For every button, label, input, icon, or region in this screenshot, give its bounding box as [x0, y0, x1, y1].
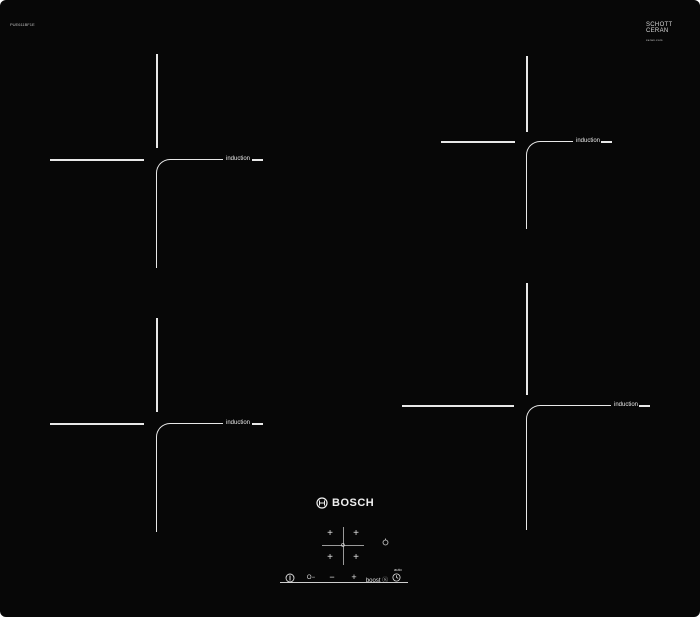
- auto-label: auto: [394, 567, 402, 572]
- bosch-armature-icon: [316, 497, 328, 509]
- minus-button[interactable]: −: [329, 572, 335, 582]
- boost-button[interactable]: boost Ⓢ: [365, 578, 389, 584]
- zone-label: induction: [226, 156, 251, 162]
- zone-select-front-right-button[interactable]: +: [353, 552, 359, 563]
- plus-button[interactable]: +: [351, 572, 357, 582]
- zone-marker-horizontal: [50, 159, 144, 161]
- zone-label-dash: [252, 423, 263, 425]
- zone-marker-vertical: [156, 318, 158, 412]
- zone-marker-corner: [156, 423, 223, 532]
- child-lock-button[interactable]: O−: [306, 575, 316, 581]
- zone-select-rear-right-button[interactable]: +: [353, 528, 359, 539]
- power-icon[interactable]: [285, 573, 295, 583]
- zone-marker-corner: [156, 159, 223, 268]
- zone-select-rear-left-button[interactable]: +: [327, 528, 333, 539]
- zone-label: induction: [614, 402, 639, 408]
- schott-logo-line1: SCHOTT: [646, 22, 673, 28]
- zone-marker-corner: [526, 405, 611, 530]
- brand-name: BOSCH: [332, 497, 375, 509]
- zone-label-dash: [601, 141, 612, 143]
- zone-label: induction: [226, 420, 251, 426]
- zone-select-front-left-button[interactable]: +: [327, 552, 333, 563]
- model-number: PUE611BF1E: [10, 22, 35, 27]
- zone-label-dash: [639, 405, 650, 407]
- selector-indicator: o: [341, 542, 345, 549]
- zone-label-dash: [252, 159, 263, 161]
- timer-icon[interactable]: [392, 573, 401, 582]
- schott-ceran-logo: [646, 22, 672, 43]
- zone-label: induction: [576, 138, 601, 144]
- zone-marker-vertical: [526, 56, 528, 132]
- zone-marker-corner: [526, 141, 573, 229]
- schott-logo-line2: CERAN: [646, 28, 669, 34]
- zone-marker-vertical: [526, 283, 528, 395]
- schott-logo-line3: ceran.com: [646, 38, 663, 42]
- zone-marker-vertical: [156, 54, 158, 148]
- brand-logo: [316, 497, 374, 509]
- zone-marker-horizontal: [50, 423, 144, 425]
- zone-marker-horizontal: [402, 405, 514, 407]
- zone-marker-horizontal: [441, 141, 515, 143]
- lock-symbol-icon: [382, 538, 389, 546]
